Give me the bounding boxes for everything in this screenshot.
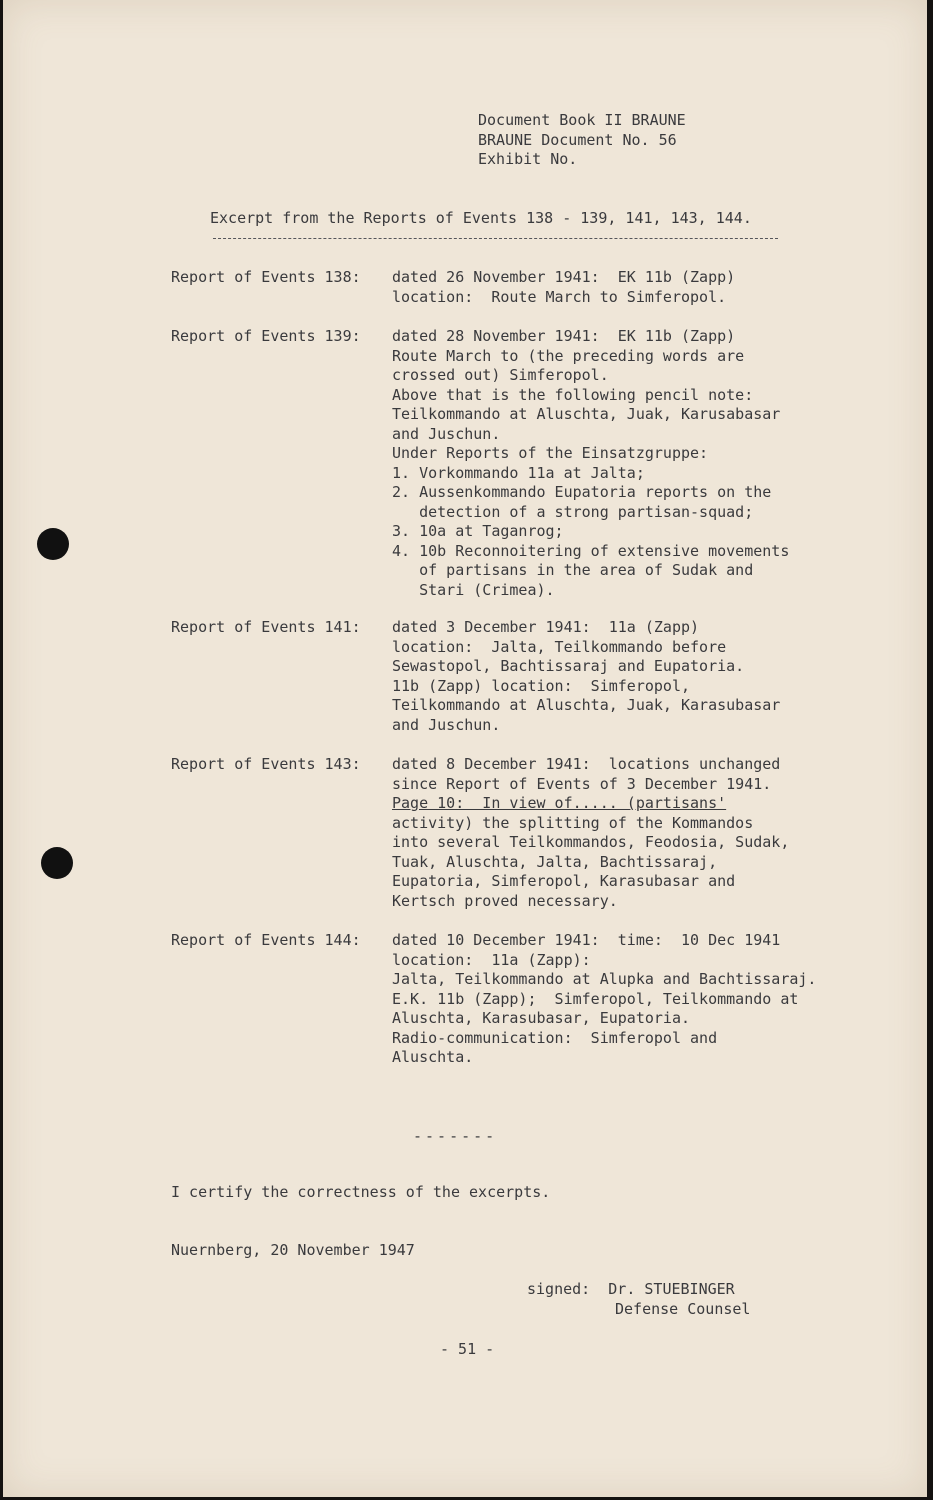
punch-hole xyxy=(37,528,69,560)
report-line: since Report of Events of 3 December 1941. xyxy=(392,774,772,793)
punch-hole xyxy=(41,847,73,879)
report-line: dated 28 November 1941: EK 11b (Zapp) xyxy=(392,327,736,345)
report-line: Teilkommando at Aluschta, Juak, Karasubasar xyxy=(392,696,781,714)
report-line: location: Jalta, Teilkommando before xyxy=(392,637,727,656)
report-line: Route March to (the preceding words are xyxy=(392,346,745,365)
report-line: 4. 10b Reconnoitering of extensive movements xyxy=(392,541,790,560)
report-line: Aluschta, Karasubasar, Eupatoria. xyxy=(392,1009,691,1027)
report-line: 1. Vorkommando 11a at Jalta; xyxy=(392,463,645,482)
report-line: dated 3 December 1941: 11a (Zapp) xyxy=(392,618,700,636)
report-line: dated 8 December 1941: locations unchanged xyxy=(392,755,781,773)
report-line: Eupatoria, Simferopol, Karasubasar and xyxy=(392,872,736,890)
report-line: location: 11a (Zapp): xyxy=(392,950,591,969)
report-line: into several Teilkommandos, Feodosia, Sudak, xyxy=(392,833,790,851)
report-line: E.K. 11b (Zapp); Simferopol, Teilkommando at xyxy=(392,989,799,1008)
report-line: Page 10: In view of..... (partisans' xyxy=(392,794,727,812)
report-text xyxy=(392,755,789,911)
report-line: Radio-communication: Simferopol and xyxy=(392,1028,718,1047)
place-date: Nuernberg, 20 November 1947 xyxy=(171,1241,415,1259)
signer-role: Defense Counsel xyxy=(615,1299,751,1318)
report-label: Report of Events 141: xyxy=(171,618,361,636)
report-line: Kertsch proved necessary. xyxy=(392,891,618,910)
report-label: Report of Events 139: xyxy=(171,327,361,345)
signature-block xyxy=(527,1280,750,1319)
report-line: of partisans in the area of Sudak and xyxy=(392,561,754,579)
section-separator: ------- xyxy=(413,1127,498,1145)
header-line: BRAUNE Document No. 56 xyxy=(478,130,677,149)
report-line: 3. 10a at Taganrog; xyxy=(392,522,564,540)
report-line: and Juschun. xyxy=(392,715,501,734)
report-line: location: Route March to Simferopol. xyxy=(392,287,727,306)
header-line: Document Book II BRAUNE xyxy=(478,111,686,129)
report-line: 2. Aussenkommando Eupatoria reports on the xyxy=(392,483,772,501)
report-line: Tuak, Aluschta, Jalta, Bachtissaraj, xyxy=(392,852,718,871)
signed-label: signed: xyxy=(527,1280,591,1298)
report-line: crossed out) Simferopol. xyxy=(392,366,609,384)
report-line: Aluschta. xyxy=(392,1048,474,1066)
report-line: detection of a strong partisan-squad; xyxy=(392,502,754,521)
signer-name: Dr. STUEBINGER xyxy=(608,1280,735,1298)
report-text xyxy=(392,268,735,307)
certification-text: I certify the correctness of the excerpts. xyxy=(171,1183,551,1201)
report-line: Under Reports of the Einsatzgruppe: xyxy=(392,444,709,462)
report-text xyxy=(392,327,789,600)
report-label: Report of Events 138: xyxy=(171,268,361,286)
title-rule xyxy=(213,238,778,239)
report-line: Stari (Crimea). xyxy=(392,580,555,599)
report-line: Jalta, Teilkommando at Alupka and Bachtissaraj. xyxy=(392,970,817,988)
report-text xyxy=(392,931,816,1068)
report-line: 11b (Zapp) location: Simferopol, xyxy=(392,676,691,695)
report-label: Report of Events 143: xyxy=(171,755,361,773)
header-line: Exhibit No. xyxy=(478,150,578,168)
document-page xyxy=(3,0,927,1497)
report-line: Sewastopol, Bachtissaraj and Eupatoria. xyxy=(392,657,745,675)
report-line: and Juschun. xyxy=(392,424,501,443)
report-line: Teilkommando at Aluschta, Juak, Karusabasar xyxy=(392,405,781,423)
report-line: dated 26 November 1941: EK 11b (Zapp) xyxy=(392,268,736,286)
report-line: activity) the splitting of the Kommandos xyxy=(392,813,754,832)
report-label: Report of Events 144: xyxy=(171,931,361,949)
document-header xyxy=(478,111,686,170)
report-line: Above that is the following pencil note: xyxy=(392,385,754,404)
report-line: dated 10 December 1941: time: 10 Dec 1941 xyxy=(392,931,781,949)
page-number: - 51 - xyxy=(440,1340,495,1358)
document-title: Excerpt from the Reports of Events 138 - 139, 141, 143, 144. xyxy=(210,209,752,227)
report-text xyxy=(392,618,780,735)
